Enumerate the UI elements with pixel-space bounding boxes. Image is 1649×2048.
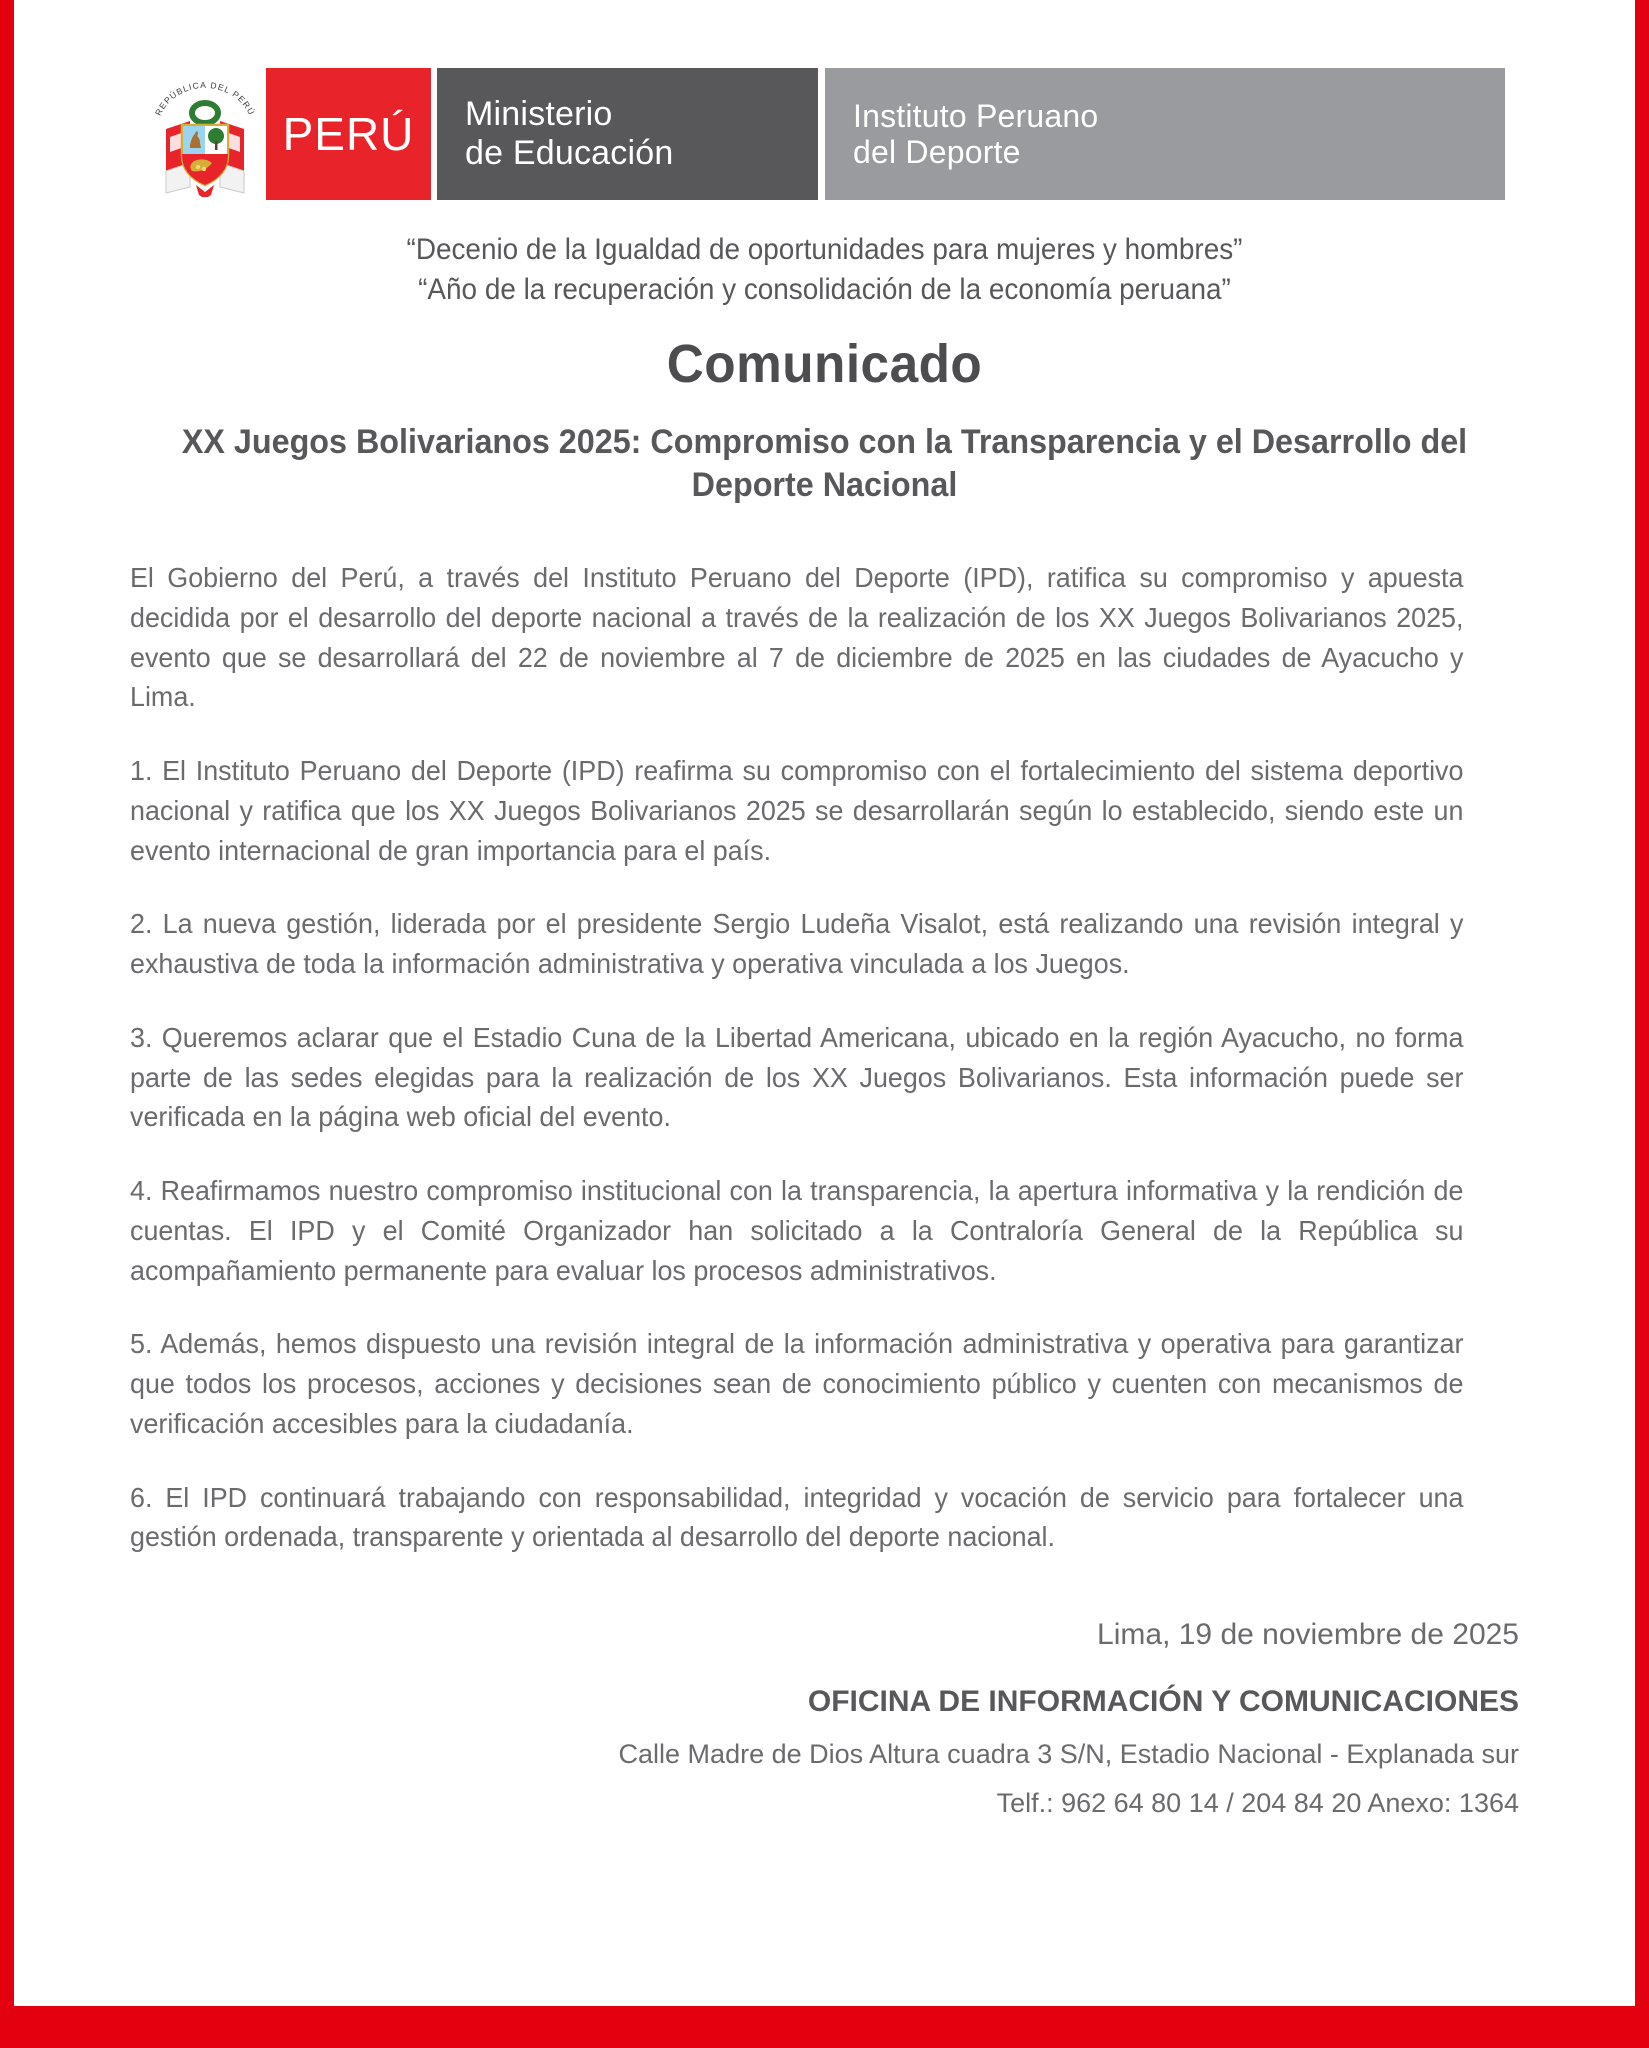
ministry-of-education-block <box>437 68 818 200</box>
body-paragraph: 3. Queremos aclarar que el Estadio Cuna de la Libertad Americana, ubicado en la región Ayacucho, no forma parte de las sedes elegidas para la realización de los XX Juegos Bolivarianos. Esta información puede ser verificada en la página web oficial del evento. <box>130 1021 1464 1133</box>
document-footer <box>114 1615 1535 1823</box>
body-paragraph: 4. Reafirmamos nuestro compromiso institucional con la transparencia, la apertura informativa y la rendición de cuentas. El IPD y el Comité Organizador han solicitado a la Contraloría General de la República su acompañamiento permanente para evaluar los procesos administrativos. <box>130 1175 1464 1286</box>
ministry-label-line1: Ministerio <box>465 95 613 134</box>
instituto-peruano-del-deporte-block <box>825 68 1505 200</box>
body-paragraph: 5. Además, hemos dispuesto una revisión integral de la información administrativa y operativa para garantizar que todos los procesos, acciones y decisiones sean de conocimiento público y cuenten con mecanismos de verificación accesibles para la ciudadanía. <box>130 1328 1464 1439</box>
document-body <box>114 558 1535 1557</box>
footer-phone: Telf.: 962 64 80 14 / 204 84 20 Anexo: 1364 <box>996 1788 1519 1819</box>
slogan-line-2: “Año de la recuperación y consolidación de la economía peruana” <box>418 272 1231 306</box>
peru-brand-block <box>266 68 431 200</box>
body-paragraph: 2. La nueva gestión, liderada por el presidente Sergio Ludeña Visalot, está realizando una revisión integral y exhaustiva de toda la información administrativa y operativa vinculada a los Juegos. <box>130 908 1464 980</box>
right-red-edge-strip <box>1635 0 1649 2048</box>
document-content <box>14 0 1635 1823</box>
footer-dateline: Lima, 19 de noviembre de 2025 <box>1097 1618 1519 1652</box>
peru-brand-label: PERÚ <box>282 108 415 160</box>
left-red-edge-strip <box>0 0 14 2048</box>
coat-of-arms-icon <box>146 71 264 197</box>
peru-coat-of-arms <box>144 68 266 200</box>
institute-label-line1: Instituto Peruano <box>853 97 1099 134</box>
body-paragraph: 1. El Instituto Peruano del Deporte (IPD) reafirma su compromiso con el fortalecimiento del sistema deportivo nacional y ratifica que los XX Juegos Bolivarianos 2025 se desarrollarán según lo establecido, siendo este un evento internacional de gran importancia para el país. <box>130 755 1464 866</box>
document-page <box>14 0 1635 2048</box>
institute-label-line2: del Deporte <box>853 134 1021 170</box>
document-subtitle: XX Juegos Bolivarianos 2025: Compromiso con la Transparencia y el Desarrollo del Deporte Nacional <box>181 423 1468 504</box>
svg-text:REPÚBLICA DEL PERÚ: REPÚBLICA DEL PERÚ <box>152 79 258 118</box>
body-paragraph: 6. El IPD continuará trabajando con responsabilidad, integridad y vocación de servicio para fortalecer una gestión ordenada, transparente y orientada al desarrollo del deporte nacional. <box>130 1481 1464 1553</box>
official-slogans <box>114 230 1535 309</box>
institutional-header <box>144 68 1505 200</box>
page-title: Comunicado <box>666 334 983 395</box>
body-paragraph: El Gobierno del Perú, a través del Instituto Peruano del Deporte (IPD), ratifica su compromiso y apuesta decidida por el desarrollo del deporte nacional a través de la realización de los XX Juegos Bolivarianos 2025, evento que se desarrollará del 22 de noviembre al 7 de diciembre de 2025 en las ciudades de Ayacucho y Lima. <box>130 562 1464 713</box>
bottom-red-bar <box>14 2006 1635 2048</box>
footer-address: Calle Madre de Dios Altura cuadra 3 S/N, Estadio Nacional - Explanada sur <box>618 1739 1519 1770</box>
slogan-line-1: “Decenio de la Igualdad de oportunidades para mujeres y hombres” <box>406 233 1243 266</box>
footer-office-name: OFICINA DE INFORMACIÓN Y COMUNICACIONES <box>807 1685 1519 1719</box>
ministry-label-line2: de Educación <box>465 134 674 172</box>
